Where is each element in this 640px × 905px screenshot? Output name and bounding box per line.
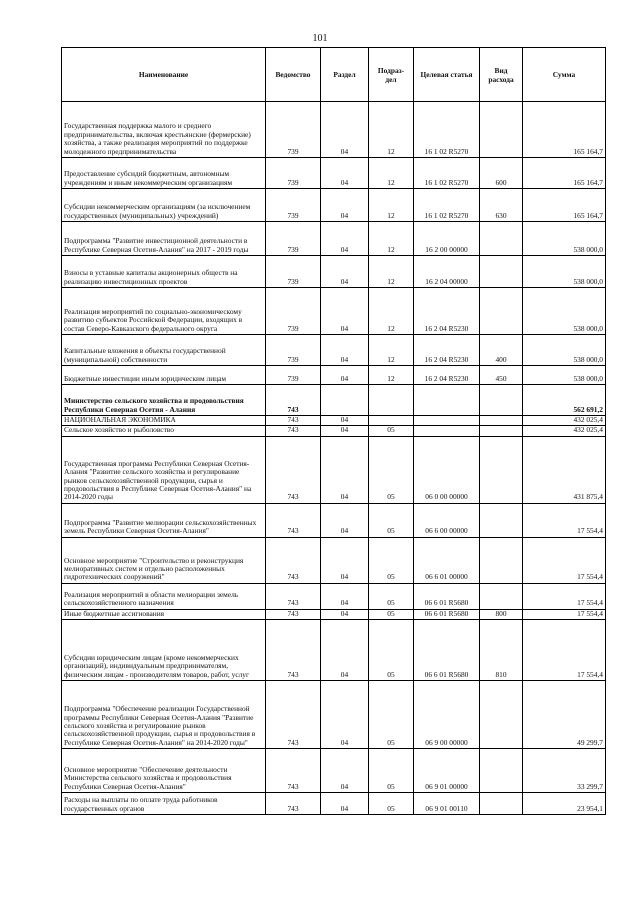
cell-name: Субсидии некоммерческим организациям (за исключением государственных (муниципальных) учреждений) <box>62 189 266 222</box>
table-row <box>62 681 606 749</box>
cell-name: Капитальные вложения в объекты государственной (муниципальной) собственности <box>62 335 266 366</box>
page-number: 101 <box>312 33 328 44</box>
cell-dept: 743 <box>266 583 321 609</box>
cell-section: 04 <box>321 583 369 609</box>
cell-name: Иные бюджетные ассигнования <box>62 609 266 619</box>
table-row <box>62 102 606 158</box>
cell-exp-type <box>480 288 523 335</box>
cell-sum: 49 299,7 <box>523 681 606 749</box>
cell-name: Государственная программа Республики Северная Осетия-Алания "Развитие сельского хозяйства и регулирование рынков сельскохозяйственной продукции, сырья и продовольствия в Республике Северная Осетия-Алания" на 2014-2020 годы <box>62 436 266 503</box>
cell-subsection: 05 <box>369 681 414 749</box>
cell-section: 04 <box>321 256 369 288</box>
cell-target: 06 9 00 00000 <box>414 681 480 749</box>
header-target: Целевая статья <box>414 48 480 102</box>
table-row <box>62 158 606 189</box>
cell-name: Подпрограмма "Развитие инвестиционной деятельности в Республике Северная Осетия-Алания" на 2017 - 2019 годы <box>62 222 266 256</box>
cell-dept: 743 <box>266 416 321 426</box>
cell-sum: 165 164,7 <box>523 189 606 222</box>
cell-exp-type <box>480 222 523 256</box>
cell-exp-type <box>480 681 523 749</box>
cell-target: 16 1 02 R5270 <box>414 102 480 158</box>
cell-sum: 17 554,4 <box>523 609 606 619</box>
header-dept: Ведомство <box>266 48 321 102</box>
cell-section: 04 <box>321 222 369 256</box>
cell-target: 16 1 02 R5270 <box>414 158 480 189</box>
header-exp-type: Вид расхода <box>480 48 523 102</box>
cell-dept: 743 <box>266 793 321 815</box>
cell-subsection: 05 <box>369 436 414 503</box>
cell-sum: 538 000,0 <box>523 256 606 288</box>
cell-dept: 739 <box>266 366 321 385</box>
cell-name: Подпрограмма "Развитие мелиорации сельскохозяйственных земель Республики Северная Осетия-Алания" <box>62 503 266 537</box>
cell-sum: 538 000,0 <box>523 366 606 385</box>
header-subsection: Подраз- дел <box>369 48 414 102</box>
table-row <box>62 288 606 335</box>
cell-exp-type <box>480 537 523 583</box>
cell-dept: 739 <box>266 189 321 222</box>
cell-sum: 33 299,7 <box>523 749 606 793</box>
cell-section: 04 <box>321 366 369 385</box>
cell-name: Взносы в уставные капиталы акционерных обществ на реализацию инвестиционных проектов <box>62 256 266 288</box>
cell-section: 04 <box>321 426 369 436</box>
cell-exp-type <box>480 793 523 815</box>
cell-dept: 739 <box>266 222 321 256</box>
cell-subsection: 05 <box>369 503 414 537</box>
table-row <box>62 385 606 416</box>
cell-dept: 743 <box>266 503 321 537</box>
cell-exp-type: 400 <box>480 335 523 366</box>
cell-section: 04 <box>321 793 369 815</box>
cell-subsection: 05 <box>369 609 414 619</box>
cell-sum: 17 554,4 <box>523 620 606 681</box>
cell-section <box>321 385 369 416</box>
cell-subsection: 12 <box>369 366 414 385</box>
cell-target: 06 6 01 R5680 <box>414 609 480 619</box>
table-row <box>62 426 606 436</box>
cell-exp-type <box>480 102 523 158</box>
cell-exp-type: 800 <box>480 609 523 619</box>
cell-section: 04 <box>321 288 369 335</box>
cell-dept: 743 <box>266 537 321 583</box>
cell-subsection: 05 <box>369 537 414 583</box>
cell-sum: 538 000,0 <box>523 288 606 335</box>
cell-dept: 743 <box>266 620 321 681</box>
cell-section: 04 <box>321 436 369 503</box>
cell-sum: 17 554,4 <box>523 537 606 583</box>
cell-name: Субсидии юридическим лицам (кроме некоммерческих организаций), индивидуальным предпринимателям, физическим лицам - производителям товаров, работ, услуг <box>62 620 266 681</box>
cell-target: 06 9 01 00000 <box>414 749 480 793</box>
cell-target: 16 2 04 R5230 <box>414 335 480 366</box>
cell-name: Подпрограмма "Обеспечение реализации Государственной программы Республики Северная Осетия-Алания "Развитие сельского хозяйства и регулирование рынков сельскохозяйственной продукции, сырья и продовольствия в Республике Северная Осетия-Алания" на 2014-2020 годы" <box>62 681 266 749</box>
cell-target <box>414 385 480 416</box>
cell-subsection <box>369 416 414 426</box>
cell-sum: 17 554,4 <box>523 503 606 537</box>
cell-sum: 17 554,4 <box>523 583 606 609</box>
cell-name: Министерство сельского хозяйства и продовольствия Республики Северная Осетия - Алания <box>62 385 266 416</box>
table-row <box>62 609 606 619</box>
cell-name: Предоставление субсидий бюджетным, автономным учреждениям и иным некоммерческим организациям <box>62 158 266 189</box>
cell-sum: 165 164,7 <box>523 158 606 189</box>
cell-dept: 739 <box>266 256 321 288</box>
cell-section: 04 <box>321 189 369 222</box>
cell-subsection: 05 <box>369 583 414 609</box>
cell-subsection: 12 <box>369 256 414 288</box>
cell-dept: 739 <box>266 335 321 366</box>
cell-dept: 739 <box>266 288 321 335</box>
cell-target: 06 6 01 00000 <box>414 537 480 583</box>
cell-section: 04 <box>321 102 369 158</box>
cell-name: Основное мероприятие "Строительство и реконструкция мелиоративных систем и отдельно расположенных гидротехнических сооружений" <box>62 537 266 583</box>
budget-table <box>61 47 606 815</box>
table-header-row <box>62 48 606 102</box>
cell-target: 16 2 00 00000 <box>414 222 480 256</box>
cell-dept: 743 <box>266 436 321 503</box>
table-row <box>62 256 606 288</box>
cell-section: 04 <box>321 158 369 189</box>
cell-subsection: 05 <box>369 620 414 681</box>
cell-sum: 432 025,4 <box>523 416 606 426</box>
cell-name: Сельское хозяйство и рыболовство <box>62 426 266 436</box>
cell-subsection: 12 <box>369 335 414 366</box>
cell-dept: 739 <box>266 158 321 189</box>
cell-target: 06 6 01 R5680 <box>414 583 480 609</box>
cell-section: 04 <box>321 749 369 793</box>
cell-exp-type <box>480 436 523 503</box>
cell-section: 04 <box>321 416 369 426</box>
cell-dept: 743 <box>266 681 321 749</box>
cell-name: Расходы на выплаты по оплате труда работников государственных органов <box>62 793 266 815</box>
cell-subsection: 12 <box>369 288 414 335</box>
cell-subsection: 05 <box>369 426 414 436</box>
table-row <box>62 416 606 426</box>
cell-target: 06 9 01 00110 <box>414 793 480 815</box>
cell-name: Реализация мероприятий в области мелиорации земель сельскохозяйственного назначения <box>62 583 266 609</box>
table-row <box>62 749 606 793</box>
cell-subsection: 12 <box>369 189 414 222</box>
table-row <box>62 436 606 503</box>
cell-sum: 23 954,1 <box>523 793 606 815</box>
table-row <box>62 793 606 815</box>
cell-section: 04 <box>321 609 369 619</box>
cell-target: 06 6 00 00000 <box>414 503 480 537</box>
cell-sum: 165 164,7 <box>523 102 606 158</box>
header-section: Раздел <box>321 48 369 102</box>
cell-section: 04 <box>321 620 369 681</box>
cell-exp-type: 450 <box>480 366 523 385</box>
table-row <box>62 366 606 385</box>
cell-name: Государственная поддержка малого и среднего предпринимательства, включая крестьянские (фермерские) хозяйства, а также реализация мероприятий по поддержке молодежного предпринимательства <box>62 102 266 158</box>
header-name: Наименование <box>62 48 266 102</box>
cell-section: 04 <box>321 335 369 366</box>
table-row <box>62 583 606 609</box>
cell-exp-type <box>480 256 523 288</box>
cell-target: 06 0 00 00000 <box>414 436 480 503</box>
table-row <box>62 335 606 366</box>
cell-sum: 431 875,4 <box>523 436 606 503</box>
cell-dept: 743 <box>266 609 321 619</box>
cell-subsection: 05 <box>369 793 414 815</box>
cell-target: 16 2 04 00000 <box>414 256 480 288</box>
cell-sum: 562 691,2 <box>523 385 606 416</box>
cell-exp-type <box>480 426 523 436</box>
cell-sum: 538 000,0 <box>523 335 606 366</box>
cell-target: 16 1 02 R5270 <box>414 189 480 222</box>
cell-dept: 743 <box>266 426 321 436</box>
cell-exp-type <box>480 749 523 793</box>
cell-section: 04 <box>321 681 369 749</box>
cell-subsection: 12 <box>369 158 414 189</box>
cell-sum: 538 000,0 <box>523 222 606 256</box>
cell-section: 04 <box>321 537 369 583</box>
cell-subsection <box>369 385 414 416</box>
cell-dept: 739 <box>266 102 321 158</box>
header-sum: Сумма <box>523 48 606 102</box>
cell-name: НАЦИОНАЛЬНАЯ ЭКОНОМИКА <box>62 416 266 426</box>
cell-subsection: 05 <box>369 749 414 793</box>
cell-exp-type <box>480 503 523 537</box>
cell-exp-type <box>480 385 523 416</box>
cell-sum: 432 025,4 <box>523 426 606 436</box>
table-row <box>62 222 606 256</box>
cell-exp-type: 630 <box>480 189 523 222</box>
cell-name: Реализация мероприятий по социально-экономическому развитию субъектов Российской Федерации, входящих в состав Северо-Кавказского федерального округа <box>62 288 266 335</box>
cell-target <box>414 426 480 436</box>
cell-target <box>414 416 480 426</box>
cell-exp-type: 600 <box>480 158 523 189</box>
cell-target: 06 6 01 R5680 <box>414 620 480 681</box>
cell-name: Основное мероприятие "Обеспечение деятельности Министерства сельского хозяйства и продовольствия Республики Северная Осетия-Алания" <box>62 749 266 793</box>
cell-name: Бюджетные инвестиции иным юридическим лицам <box>62 366 266 385</box>
cell-target: 16 2 04 R5230 <box>414 366 480 385</box>
cell-exp-type <box>480 583 523 609</box>
cell-exp-type <box>480 416 523 426</box>
cell-subsection: 12 <box>369 102 414 158</box>
cell-dept: 743 <box>266 749 321 793</box>
cell-subsection: 12 <box>369 222 414 256</box>
table-row <box>62 537 606 583</box>
table-row <box>62 503 606 537</box>
table-row <box>62 189 606 222</box>
cell-exp-type: 810 <box>480 620 523 681</box>
cell-dept: 743 <box>266 385 321 416</box>
cell-section: 04 <box>321 503 369 537</box>
cell-target: 16 2 04 R5230 <box>414 288 480 335</box>
table-row <box>62 620 606 681</box>
